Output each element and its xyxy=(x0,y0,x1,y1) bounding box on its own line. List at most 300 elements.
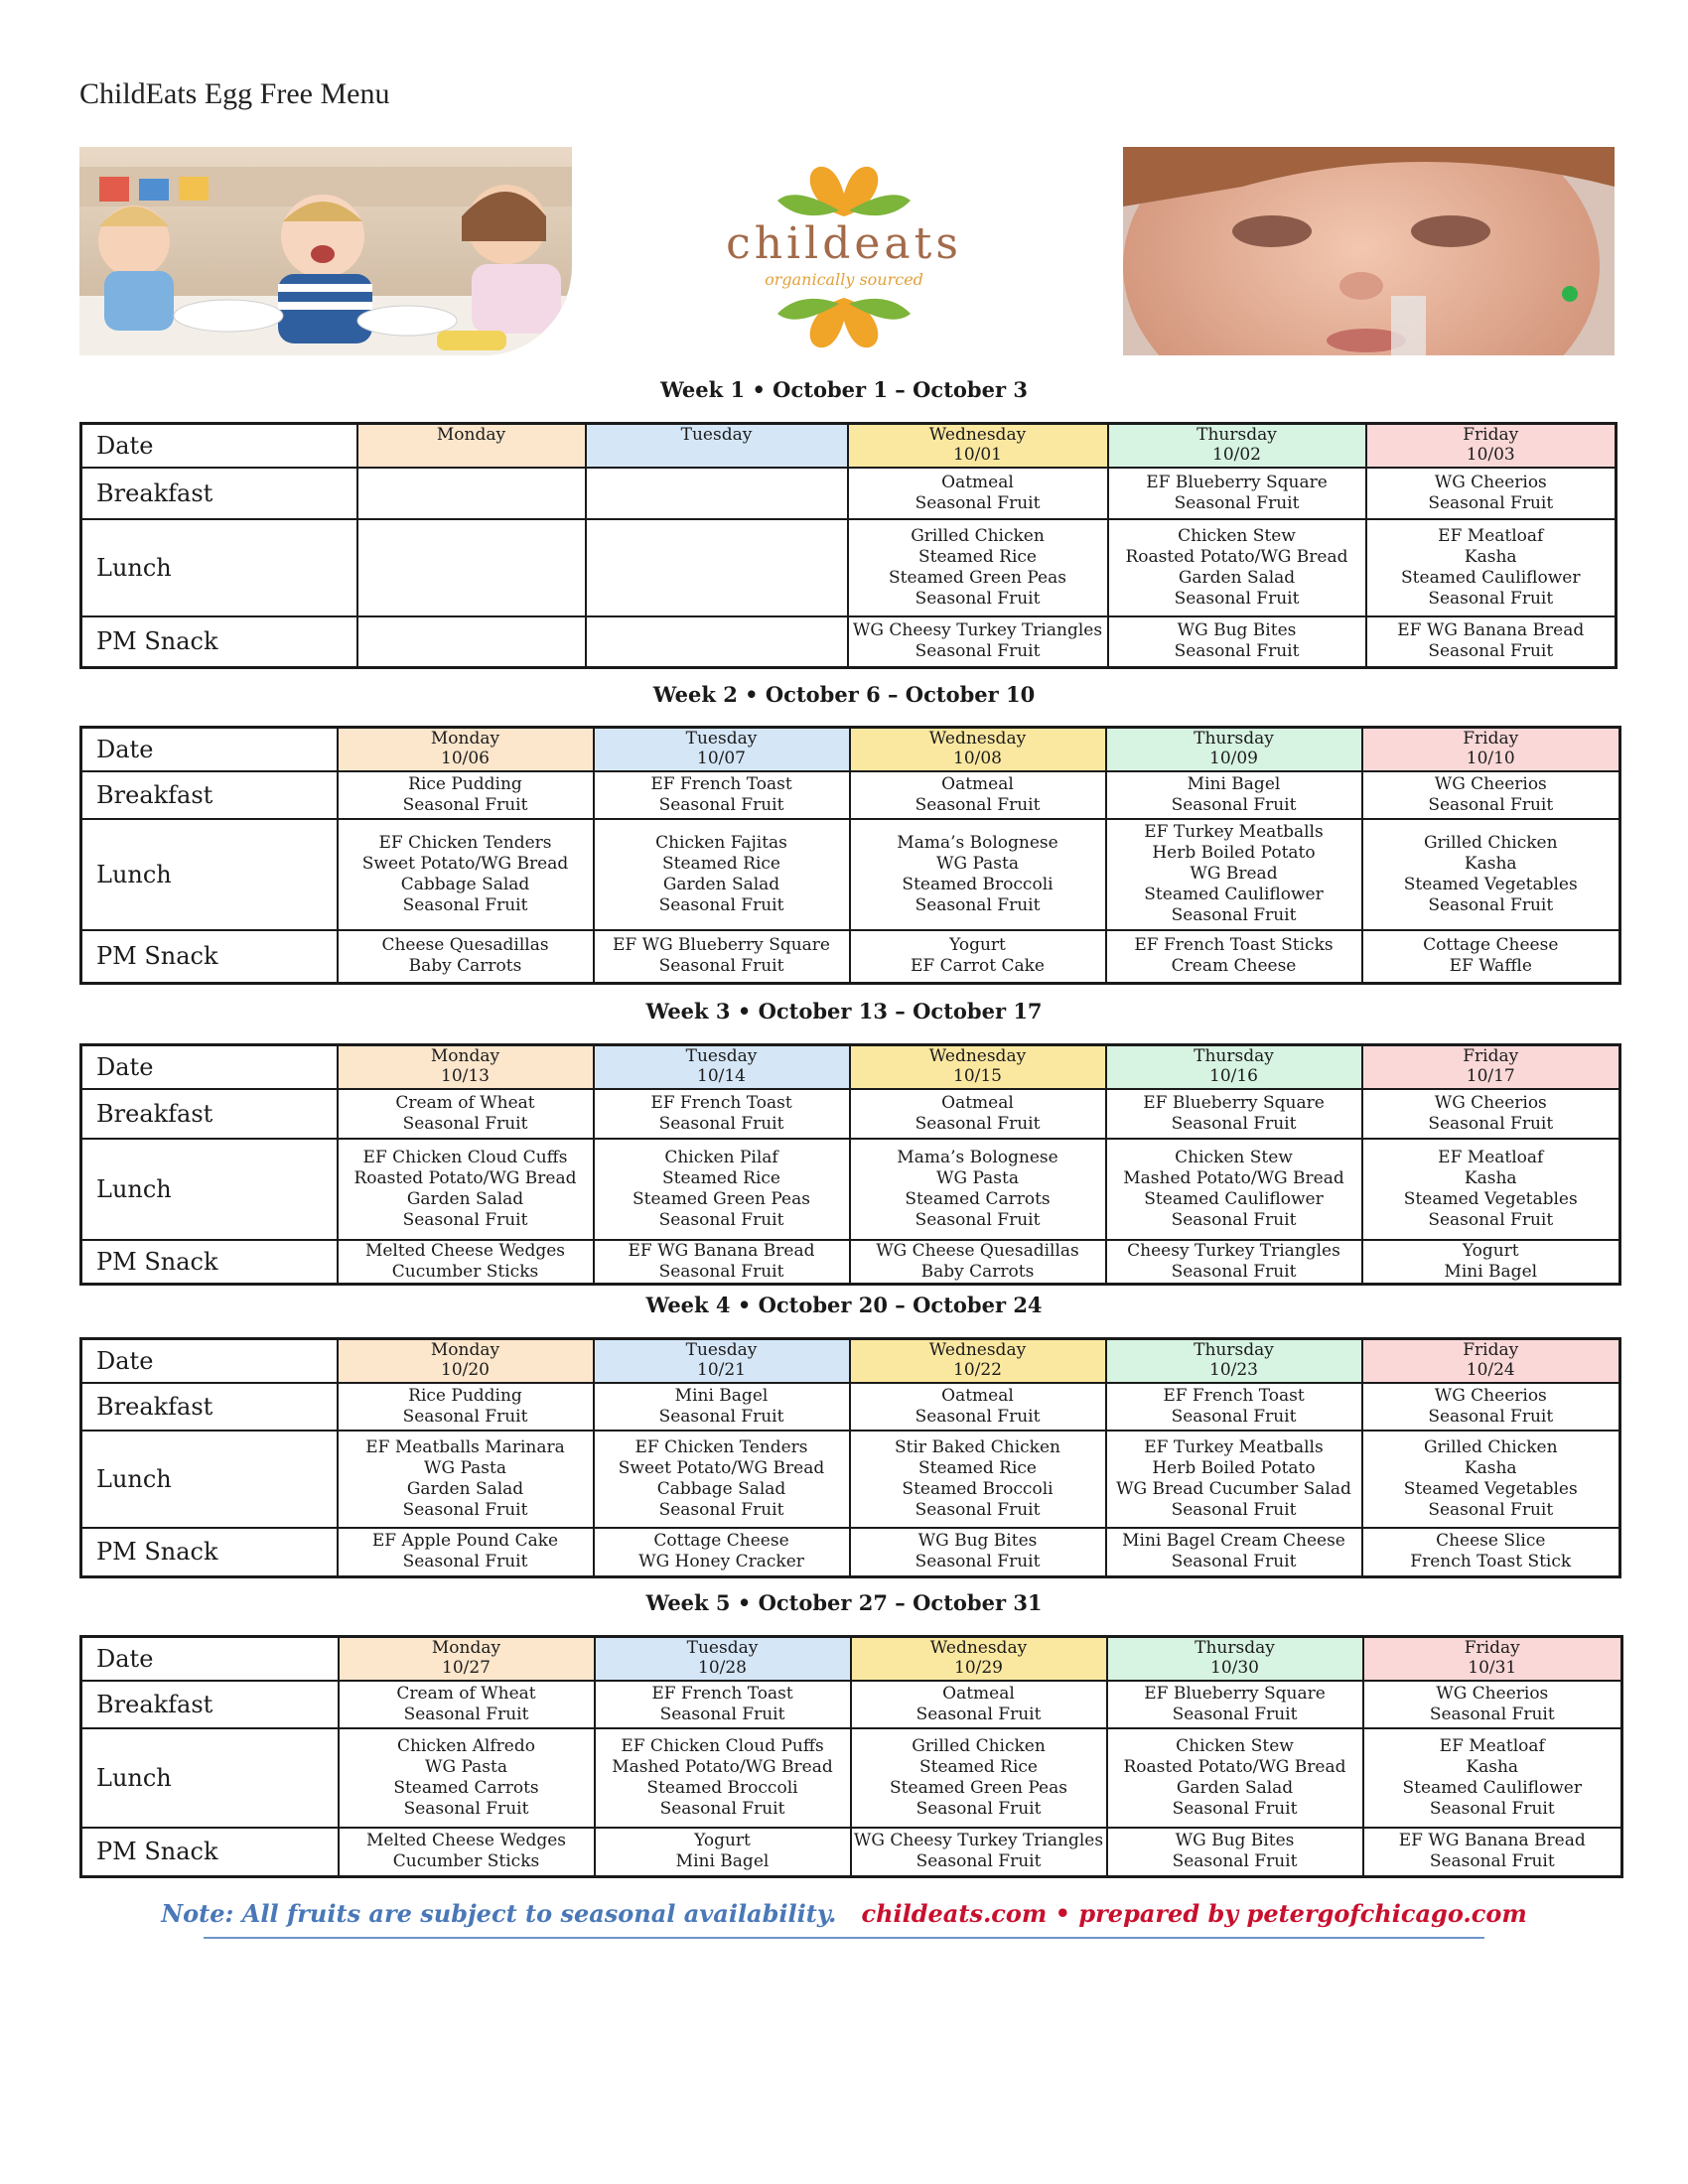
day-header xyxy=(338,728,594,771)
snack-cell xyxy=(1362,1528,1620,1577)
breakfast-cell xyxy=(1106,1089,1362,1139)
day-header xyxy=(1107,1637,1363,1681)
menu-item: Seasonal Fruit xyxy=(1171,1261,1297,1282)
menu-item: EF Carrot Cake xyxy=(911,956,1045,977)
snack-cell xyxy=(1106,1240,1362,1285)
row-label-breakfast: Breakfast xyxy=(81,1089,338,1139)
menu-item: Cabbage Salad xyxy=(400,874,530,894)
menu-item: Mama’s Bolognese xyxy=(897,1147,1058,1167)
snack-cell xyxy=(851,1828,1107,1877)
lunch-cell xyxy=(1106,819,1362,930)
menu-item: Baby Carrots xyxy=(920,1261,1035,1282)
day-name: Monday xyxy=(436,425,506,445)
menu-item: Garden Salad xyxy=(406,1188,524,1209)
day-name: Friday xyxy=(1463,1046,1519,1066)
row-label-lunch: Lunch xyxy=(81,1728,339,1828)
menu-item: WG Bread Cucumber Salad xyxy=(1116,1478,1351,1499)
menu-item: WG Pasta xyxy=(425,1756,507,1777)
menu-item: EF Blueberry Square xyxy=(1143,1092,1325,1113)
menu-item: WG Cheerios xyxy=(1436,1683,1549,1704)
snack-cell xyxy=(1366,616,1617,668)
day-name: Friday xyxy=(1463,425,1519,445)
menu-item: Seasonal Fruit xyxy=(915,1851,1042,1872)
menu-item: WG Cheerios xyxy=(1434,1092,1547,1113)
menu-item: Chicken Stew xyxy=(1178,525,1296,546)
day-header xyxy=(595,1637,851,1681)
snack-cell xyxy=(850,1528,1106,1577)
breakfast-cell xyxy=(594,1383,850,1431)
day-date: 10/24 xyxy=(1466,1360,1515,1380)
lunch-cell xyxy=(338,819,594,930)
row-label-snack: PM Snack xyxy=(81,616,357,668)
page-title: ChildEats Egg Free Menu xyxy=(79,77,390,110)
day-name: Friday xyxy=(1463,729,1519,749)
menu-item: Rice Pudding xyxy=(408,1385,522,1406)
snack-cell xyxy=(1106,1528,1362,1577)
menu-item: EF French Toast xyxy=(651,1683,793,1704)
day-name: Wednesday xyxy=(928,729,1027,749)
lunch-cell xyxy=(1362,1139,1620,1240)
menu-item: Steamed Rice xyxy=(919,1756,1038,1777)
menu-item: EF French Toast Sticks xyxy=(1134,935,1334,956)
week-heading: Week 4 • October 20 – October 24 xyxy=(645,1293,1043,1317)
day-name: Tuesday xyxy=(686,1638,759,1658)
menu-item: Mini Bagel xyxy=(1444,1261,1538,1282)
menu-item: Grilled Chicken xyxy=(911,525,1045,546)
row-label-snack: PM Snack xyxy=(81,1528,338,1577)
day-date: 10/16 xyxy=(1209,1066,1258,1086)
menu-item: WG Cheerios xyxy=(1434,472,1547,492)
menu-item: WG Honey Cracker xyxy=(638,1552,804,1572)
row-label-breakfast: Breakfast xyxy=(81,771,338,819)
snack-cell xyxy=(1362,1240,1620,1285)
menu-item: Cabbage Salad xyxy=(656,1478,786,1499)
menu-row-breakfast xyxy=(81,1681,1622,1728)
menu-item: Grilled Chicken xyxy=(1423,1436,1558,1457)
menu-item: Steamed Vegetables xyxy=(1403,874,1578,894)
week-heading: Week 3 • October 13 – October 17 xyxy=(645,999,1043,1024)
menu-item: Seasonal Fruit xyxy=(1429,1798,1555,1819)
menu-item: EF Chicken Cloud Puffs xyxy=(621,1735,824,1756)
day-header xyxy=(851,1637,1107,1681)
menu-item: WG Pasta xyxy=(936,853,1019,874)
menu-item: Seasonal Fruit xyxy=(1172,1704,1298,1724)
day-header xyxy=(850,1339,1106,1383)
menu-item: Baby Carrots xyxy=(408,956,522,977)
week-heading: Week 1 • October 1 – October 3 xyxy=(660,377,1028,402)
menu-item: Seasonal Fruit xyxy=(1174,492,1300,513)
day-name: Friday xyxy=(1463,1340,1519,1360)
menu-item: Seasonal Fruit xyxy=(658,794,784,815)
snack-cell xyxy=(1108,616,1366,668)
menu-item: Seasonal Fruit xyxy=(402,894,528,915)
menu-item: WG Pasta xyxy=(936,1167,1019,1188)
menu-item: Seasonal Fruit xyxy=(1171,1499,1297,1520)
lunch-cell xyxy=(1362,1431,1620,1528)
day-name: Tuesday xyxy=(685,1340,758,1360)
menu-item: WG Cheesy Turkey Triangles xyxy=(853,1831,1104,1851)
menu-item: Steamed Cauliflower xyxy=(1144,1188,1324,1209)
day-date: 10/30 xyxy=(1210,1658,1259,1678)
breakfast-cell xyxy=(586,468,848,519)
logo-tagline: organically sourced xyxy=(765,270,923,289)
menu-item: EF WG Blueberry Square xyxy=(612,935,830,956)
lunch-cell xyxy=(594,819,850,930)
day-name: Tuesday xyxy=(680,425,753,445)
breakfast-cell xyxy=(1366,468,1617,519)
menu-item: Garden Salad xyxy=(406,1478,524,1499)
menu-row-snack xyxy=(81,1528,1620,1577)
breakfast-cell xyxy=(848,468,1108,519)
menu-item: Steamed Rice xyxy=(918,1457,1037,1478)
day-name: Tuesday xyxy=(685,729,758,749)
day-date: 10/02 xyxy=(1212,445,1261,465)
childeats-logo xyxy=(690,149,998,357)
row-label-date: Date xyxy=(81,728,338,771)
menu-item: Mama’s Bolognese xyxy=(897,832,1058,853)
day-name: Monday xyxy=(430,729,500,749)
lunch-cell xyxy=(1106,1431,1362,1528)
row-label-snack: PM Snack xyxy=(81,1828,339,1877)
day-date: 10/23 xyxy=(1209,1360,1258,1380)
breakfast-cell xyxy=(338,1089,594,1139)
snack-cell xyxy=(594,930,850,984)
day-name: Monday xyxy=(430,1340,500,1360)
menu-row-lunch xyxy=(81,819,1620,930)
menu-item: Cucumber Sticks xyxy=(392,1851,540,1872)
snack-cell xyxy=(586,616,848,668)
menu-item: Garden Salad xyxy=(1178,567,1296,588)
menu-item: EF Meatballs Marinara xyxy=(365,1436,565,1457)
menu-item: Seasonal Fruit xyxy=(914,1209,1041,1230)
menu-row-breakfast xyxy=(81,468,1617,519)
day-header xyxy=(1106,728,1362,771)
week-table xyxy=(79,1635,1623,1878)
menu-item: Steamed Rice xyxy=(662,853,780,874)
menu-item: Seasonal Fruit xyxy=(1428,794,1554,815)
breakfast-cell xyxy=(357,468,586,519)
week-table xyxy=(79,1043,1621,1286)
day-date: 10/14 xyxy=(697,1066,746,1086)
day-header xyxy=(338,1339,594,1383)
menu-row-date xyxy=(81,1637,1622,1681)
lunch-cell xyxy=(1107,1728,1363,1828)
menu-item: Steamed Carrots xyxy=(393,1777,539,1798)
day-header xyxy=(850,1045,1106,1089)
menu-item: Seasonal Fruit xyxy=(1174,641,1300,662)
lunch-cell xyxy=(594,1431,850,1528)
menu-item: Seasonal Fruit xyxy=(1429,1704,1555,1724)
menu-item: Seasonal Fruit xyxy=(914,1113,1041,1134)
menu-row-date xyxy=(81,728,1620,771)
menu-item: Chicken Fajitas xyxy=(655,832,787,853)
lunch-cell xyxy=(848,519,1108,616)
menu-item: Seasonal Fruit xyxy=(658,1406,784,1427)
menu-item: Oatmeal xyxy=(941,472,1014,492)
menu-item: Cottage Cheese xyxy=(653,1531,789,1552)
day-date: 10/28 xyxy=(698,1658,747,1678)
menu-item: Steamed Rice xyxy=(918,546,1037,567)
day-name: Monday xyxy=(431,1638,501,1658)
row-label-lunch: Lunch xyxy=(81,1431,338,1528)
snack-cell xyxy=(1106,930,1362,984)
lunch-cell xyxy=(595,1728,851,1828)
menu-item: Steamed Green Peas xyxy=(633,1188,810,1209)
menu-row-date xyxy=(81,424,1617,468)
menu-item: Seasonal Fruit xyxy=(1171,1209,1297,1230)
menu-row-breakfast xyxy=(81,1089,1620,1139)
day-name: Friday xyxy=(1464,1638,1520,1658)
day-date: 10/08 xyxy=(953,749,1002,768)
menu-item: WG Bug Bites xyxy=(917,1531,1038,1552)
menu-item: Herb Boiled Potato xyxy=(1152,1457,1316,1478)
row-label-lunch: Lunch xyxy=(81,819,338,930)
day-date: 10/07 xyxy=(697,749,746,768)
menu-item: Sweet Potato/WG Bread xyxy=(618,1457,825,1478)
breakfast-cell xyxy=(851,1681,1107,1728)
day-date: 10/31 xyxy=(1468,1658,1517,1678)
breakfast-cell xyxy=(1363,1681,1622,1728)
row-label-date: Date xyxy=(81,424,357,468)
breakfast-cell xyxy=(1362,771,1620,819)
menu-item: Steamed Cauliflower xyxy=(1402,1777,1582,1798)
menu-item: Steamed Carrots xyxy=(905,1188,1051,1209)
breakfast-cell xyxy=(595,1681,851,1728)
menu-item: Mashed Potato/WG Bread xyxy=(612,1756,833,1777)
children-eating-photo xyxy=(79,147,572,355)
menu-row-snack xyxy=(81,1240,1620,1285)
lunch-cell xyxy=(586,519,848,616)
breakfast-cell xyxy=(338,1383,594,1431)
menu-item: Cream Cheese xyxy=(1171,956,1297,977)
footer-note xyxy=(0,1899,1688,1928)
breakfast-cell xyxy=(1106,1383,1362,1431)
row-label-lunch: Lunch xyxy=(81,519,357,616)
menu-item: Yogurt xyxy=(694,1831,751,1851)
snack-cell xyxy=(848,616,1108,668)
day-name: Wednesday xyxy=(929,1638,1028,1658)
menu-item: Yogurt xyxy=(949,935,1006,956)
menu-item: Yogurt xyxy=(1462,1240,1519,1261)
menu-item: Seasonal Fruit xyxy=(1428,641,1554,662)
menu-item: Seasonal Fruit xyxy=(659,1798,785,1819)
menu-item: Seasonal Fruit xyxy=(402,794,528,815)
day-name: Wednesday xyxy=(928,1340,1027,1360)
day-header xyxy=(1362,728,1620,771)
menu-item: Seasonal Fruit xyxy=(914,894,1041,915)
breakfast-cell xyxy=(338,771,594,819)
menu-item: Seasonal Fruit xyxy=(1172,1851,1298,1872)
week-table xyxy=(79,726,1621,985)
menu-item: Seasonal Fruit xyxy=(914,1499,1041,1520)
menu-item: Seasonal Fruit xyxy=(1428,1406,1554,1427)
menu-item: Seasonal Fruit xyxy=(914,794,1041,815)
breakfast-cell xyxy=(850,1089,1106,1139)
day-name: Wednesday xyxy=(928,425,1027,445)
menu-item: WG Bug Bites xyxy=(1177,620,1297,641)
day-header xyxy=(1106,1339,1362,1383)
snack-cell xyxy=(1363,1828,1622,1877)
menu-item: Cheese Quesadillas xyxy=(381,935,549,956)
menu-item: Seasonal Fruit xyxy=(1429,1851,1555,1872)
day-header xyxy=(586,424,848,468)
menu-item: Kasha xyxy=(1464,853,1517,874)
menu-item: Seasonal Fruit xyxy=(1171,905,1297,925)
day-header xyxy=(850,728,1106,771)
menu-item: EF French Toast xyxy=(650,1092,792,1113)
menu-item: Melted Cheese Wedges xyxy=(365,1831,567,1851)
menu-item: Seasonal Fruit xyxy=(658,894,784,915)
menu-row-lunch xyxy=(81,519,1617,616)
menu-item: Grilled Chicken xyxy=(912,1735,1046,1756)
week-table xyxy=(79,1337,1621,1578)
day-header xyxy=(594,728,850,771)
snack-cell xyxy=(357,616,586,668)
menu-item: Roasted Potato/WG Bread xyxy=(353,1167,577,1188)
snack-cell xyxy=(594,1240,850,1285)
snack-cell xyxy=(595,1828,851,1877)
footer-rule xyxy=(204,1937,1484,1939)
menu-item: Rice Pudding xyxy=(408,773,522,794)
menu-item: EF Chicken Tenders xyxy=(378,832,552,853)
menu-item: Seasonal Fruit xyxy=(914,492,1041,513)
menu-item: Seasonal Fruit xyxy=(658,1261,784,1282)
snack-cell xyxy=(338,1528,594,1577)
menu-item: Sweet Potato/WG Bread xyxy=(361,853,569,874)
menu-row-snack xyxy=(81,1828,1622,1877)
row-label-breakfast: Breakfast xyxy=(81,468,357,519)
day-date: 10/13 xyxy=(441,1066,490,1086)
menu-item: Seasonal Fruit xyxy=(1171,794,1297,815)
menu-item: Kasha xyxy=(1464,1167,1517,1188)
day-date: 10/06 xyxy=(441,749,490,768)
menu-item: Seasonal Fruit xyxy=(658,956,784,977)
day-date: 10/15 xyxy=(953,1066,1002,1086)
lunch-cell xyxy=(339,1728,595,1828)
menu-item: WG Bread xyxy=(1190,864,1278,884)
menu-item: Seasonal Fruit xyxy=(1171,1406,1297,1427)
menu-item: Cucumber Sticks xyxy=(391,1261,539,1282)
menu-item: Seasonal Fruit xyxy=(403,1798,529,1819)
menu-item: Chicken Stew xyxy=(1175,1147,1293,1167)
menu-item: Mini Bagel xyxy=(1187,773,1281,794)
menu-item: Seasonal Fruit xyxy=(402,1552,528,1572)
week-heading: Week 2 • October 6 – October 10 xyxy=(652,682,1036,707)
day-date: 10/09 xyxy=(1209,749,1258,768)
snack-cell xyxy=(594,1528,850,1577)
menu-item: Cheesy Turkey Triangles xyxy=(1127,1240,1340,1261)
lunch-cell xyxy=(338,1431,594,1528)
snack-cell xyxy=(850,930,1106,984)
day-date: 10/27 xyxy=(442,1658,491,1678)
menu-row-breakfast xyxy=(81,1383,1620,1431)
day-header xyxy=(1363,1637,1622,1681)
day-header xyxy=(1362,1339,1620,1383)
menu-item: Seasonal Fruit xyxy=(914,641,1041,662)
day-header xyxy=(338,1045,594,1089)
row-label-lunch: Lunch xyxy=(81,1139,338,1240)
menu-item: Seasonal Fruit xyxy=(915,1798,1042,1819)
menu-item: EF Turkey Meatballs xyxy=(1144,822,1324,842)
row-label-breakfast: Breakfast xyxy=(81,1383,338,1431)
menu-item: Steamed Vegetables xyxy=(1403,1188,1578,1209)
menu-item: Seasonal Fruit xyxy=(1428,1113,1554,1134)
menu-item: Seasonal Fruit xyxy=(1428,894,1554,915)
day-date: 10/03 xyxy=(1466,445,1515,465)
menu-row-snack xyxy=(81,616,1617,668)
menu-item: Stir Baked Chicken xyxy=(895,1436,1060,1457)
menu-item: Garden Salad xyxy=(662,874,780,894)
day-date: 10/17 xyxy=(1466,1066,1515,1086)
day-header xyxy=(1106,1045,1362,1089)
menu-item: Oatmeal xyxy=(941,1092,1014,1113)
menu-item: Seasonal Fruit xyxy=(403,1704,529,1724)
breakfast-cell xyxy=(1362,1089,1620,1139)
menu-item: Seasonal Fruit xyxy=(402,1499,528,1520)
logo-brand-text: childeats xyxy=(726,218,962,269)
snack-cell xyxy=(1362,930,1620,984)
menu-row-lunch xyxy=(81,1139,1620,1240)
menu-row-date xyxy=(81,1339,1620,1383)
breakfast-cell xyxy=(850,771,1106,819)
day-header xyxy=(1108,424,1366,468)
menu-item: Oatmeal xyxy=(941,1385,1014,1406)
menu-item: Seasonal Fruit xyxy=(1174,588,1300,609)
menu-item: Seasonal Fruit xyxy=(1428,492,1554,513)
credit-note: childeats.com • prepared by petergofchicago.com xyxy=(861,1899,1527,1928)
seasonal-note: Note: All fruits are subject to seasonal availability. xyxy=(161,1899,837,1928)
menu-row-lunch xyxy=(81,1431,1620,1528)
menu-item: EF French Toast xyxy=(650,773,792,794)
day-name: Thursday xyxy=(1196,425,1277,445)
lunch-cell xyxy=(850,1431,1106,1528)
menu-item: Roasted Potato/WG Bread xyxy=(1123,1756,1346,1777)
menu-item: EF WG Banana Bread xyxy=(628,1240,815,1261)
lunch-cell xyxy=(338,1139,594,1240)
menu-item: Mini Bagel xyxy=(675,1851,770,1872)
menu-item: Melted Cheese Wedges xyxy=(364,1240,566,1261)
day-header xyxy=(1366,424,1617,468)
lunch-cell xyxy=(851,1728,1107,1828)
snack-cell xyxy=(338,930,594,984)
day-date: 10/22 xyxy=(953,1360,1002,1380)
lunch-cell xyxy=(1362,819,1620,930)
menu-item: EF Blueberry Square xyxy=(1146,472,1328,492)
breakfast-cell xyxy=(594,771,850,819)
menu-item: Seasonal Fruit xyxy=(1428,588,1554,609)
breakfast-cell xyxy=(1108,468,1366,519)
menu-item: Seasonal Fruit xyxy=(1172,1798,1298,1819)
menu-item: Mashed Potato/WG Bread xyxy=(1123,1167,1344,1188)
menu-item: EF Turkey Meatballs xyxy=(1144,1436,1324,1457)
menu-item: WG Cheesy Turkey Triangles xyxy=(852,620,1103,641)
menu-item: French Toast Stick xyxy=(1410,1552,1572,1572)
lunch-cell xyxy=(1108,519,1366,616)
menu-item: Chicken Stew xyxy=(1176,1735,1294,1756)
menu-item: Seasonal Fruit xyxy=(402,1209,528,1230)
menu-item: EF Waffle xyxy=(1449,956,1532,977)
menu-item: Cottage Cheese xyxy=(1423,935,1559,956)
menu-item: Seasonal Fruit xyxy=(1428,1209,1554,1230)
menu-item: EF Meatloaf xyxy=(1438,525,1544,546)
day-date: 10/01 xyxy=(953,445,1002,465)
row-label-snack: PM Snack xyxy=(81,1240,338,1285)
snack-cell xyxy=(1107,1828,1363,1877)
day-header xyxy=(594,1339,850,1383)
lunch-cell xyxy=(357,519,586,616)
lunch-cell xyxy=(850,819,1106,930)
menu-item: WG Cheese Quesadillas xyxy=(876,1240,1079,1261)
